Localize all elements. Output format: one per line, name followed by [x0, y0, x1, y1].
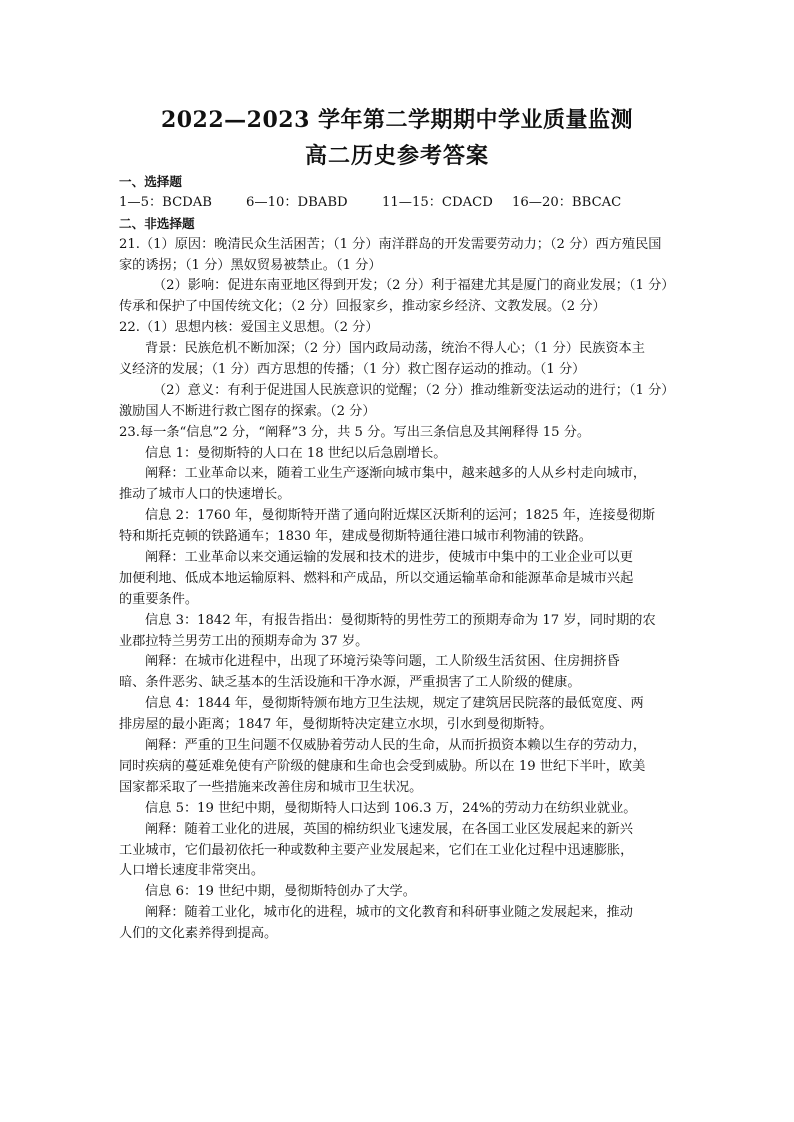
choice-answer-group: 11—15：CDACD [382, 194, 493, 210]
answer-line: 家的诱拐；（1 分）黑奴贸易被禁止。（1 分） [119, 257, 382, 273]
answer-line: 信息 2：1760 年，曼彻斯特开凿了通向附近煤区沃斯利的运河；1825 年，连接曼彻斯 [145, 508, 656, 524]
answer-line: 阐释：随着工业化，城市化的进程，城市的文化教育和科研事业随之发展起来，推动 [145, 905, 633, 921]
page-subtitle: 高二历史参考答案 [304, 143, 489, 169]
choice-answer-group: 16—20：BBCAC [512, 194, 622, 210]
answer-line: 推动了城市人口的快速增长。 [119, 487, 291, 503]
answer-line: 人口增长速度非常突出。 [119, 863, 265, 879]
answer-line: 加便利地、低成本地运输原料、燃料和产成品，所以交通运输革命和能源革命是城市兴起 [119, 570, 634, 586]
answer-line: 21.（1）原因：晚清民众生活困苦；（1 分）南洋群岛的开发需要劳动力；（2 分）西方殖民国 [119, 236, 662, 252]
answer-line: 阐释：随着工业化的进展，英国的棉纺织业飞速发展，在各国工业区发展起来的新兴 [145, 821, 633, 837]
answer-line: 阐释：严重的卫生问题不仅威胁着劳动人民的生命，从而折损资本赖以生存的劳动力， [145, 738, 647, 754]
choice-answer-group: 1—5：BCDAB [119, 194, 212, 210]
answer-line: 信息 5：19 世纪中期，曼彻斯特人口达到 106.3 万，24%的劳动力在纺织业就业。 [145, 800, 637, 816]
answer-line: （2）影响：促进东南亚地区得到开发；（2 分）利于福建尤其是厦门的商业发展；（1 分） [153, 278, 675, 294]
answer-line: 义经济的发展；（1 分）西方思想的传播；（1 分）救亡图存运动的推动。（1 分） [119, 362, 586, 378]
answer-line: 工业城市，它们最初依托一种或数种主要产业发展起来，它们在工业化过程中迅速膨胀， [119, 842, 634, 858]
answer-line: 阐释：工业革命以来交通运输的发展和技术的进步，使城市中集中的工业企业可以更 [145, 550, 633, 566]
answer-line: 信息 3：1842 年，有报告指出：曼彻斯特的男性劳工的预期寿命为 17 岁，同时期的农 [145, 612, 656, 628]
answer-line: 同时疾病的蔓延难免使有产阶级的健康和生命也会受到威胁。所以在 19 世纪下半叶，欧美 [119, 758, 646, 774]
section-heading-nonchoice: 二、非选择题 [119, 215, 195, 231]
answer-line: 业郡拉特兰男劳工出的预期寿命为 37 岁。 [119, 633, 369, 649]
answer-line: 阐释：工业革命以来，随着工业生产逐渐向城市集中，越来越多的人从乡村走向城市， [145, 466, 647, 482]
answer-line: 特和斯托克顿的铁路通车；1830 年，建成曼彻斯特通往港口城市利物浦的铁路。 [119, 529, 592, 545]
answer-line: 人们的文化素养得到提高。 [119, 926, 278, 942]
answer-line: 23.每一条“信息”2 分，“阐释”3 分，共 5 分。写出三条信息及其阐释得 15 分。 [119, 424, 591, 440]
answer-line: 阐释：在城市化进程中，出现了环境污染等问题，工人阶级生活贫困、住房拥挤昏 [145, 654, 620, 670]
answer-line: 国家都采取了一些措施来改善住房和城市卫生状况。 [119, 779, 423, 795]
answer-line: 信息 4：1844 年，曼彻斯特颁布地方卫生法规，规定了建筑居民院落的最低宽度、两 [145, 696, 644, 712]
answer-line: 暗、条件恶劣、缺乏基本的生活设施和干净水源，严重损害了工人阶级的健康。 [119, 675, 581, 691]
answer-line: 排房屋的最小距离；1847 年，曼彻斯特决定建立水坝，引水到曼彻斯特。 [119, 717, 553, 733]
answer-line: 信息 6：19 世纪中期，曼彻斯特创办了大学。 [145, 884, 416, 900]
page-title: 2022—2023 学年第二学期期中学业质量监测 [160, 107, 634, 133]
answer-line: 的重要条件。 [119, 591, 199, 607]
answer-line: 背景：民族危机不断加深；（2 分）国内政局动荡，统治不得人心；（1 分）民族资本主 [145, 341, 645, 357]
answer-line: （2）意义：有利于促进国人民族意识的觉醒；（2 分）推动维新变法运动的进行；（1 分） [153, 382, 675, 398]
section-heading-choice: 一、选择题 [119, 174, 182, 189]
choice-answers-row [119, 193, 679, 214]
choice-answer-group: 6—10：DBABD [246, 194, 348, 210]
answer-body [119, 172, 679, 945]
answer-line: 激励国人不断进行救亡图存的探索。（2 分） [119, 403, 376, 419]
answer-line: 信息 1：曼彻斯特的人口在 18 世纪以后急剧增长。 [145, 445, 447, 461]
answer-line: 22.（1）思想内核：爱国主义思想。（2 分） [119, 320, 379, 336]
answer-line: 传承和保护了中国传统文化；（2 分）回报家乡，推动家乡经济、文教发展。（2 分） [119, 299, 606, 315]
